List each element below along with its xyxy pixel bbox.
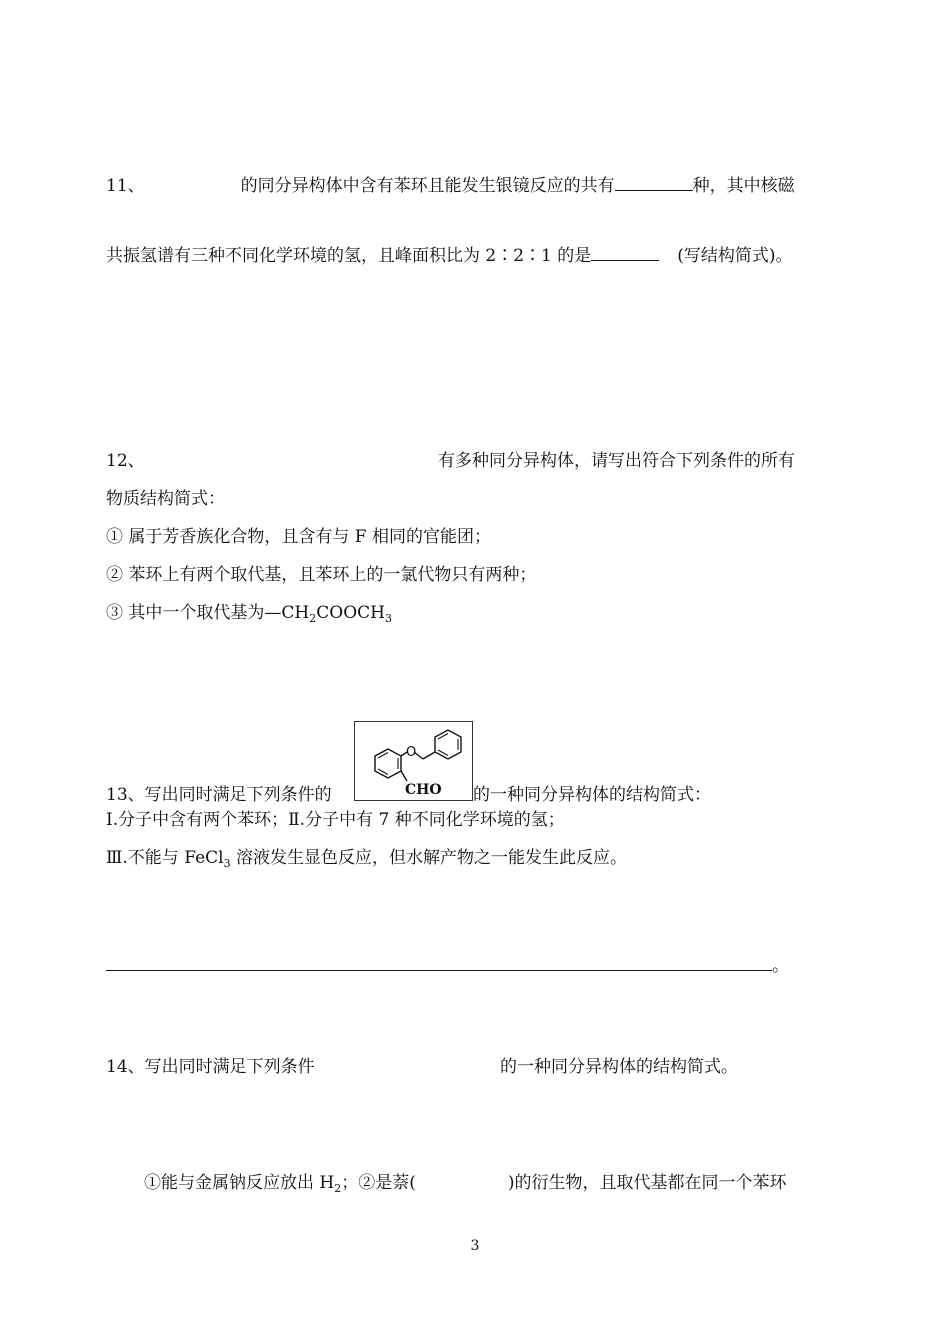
q11-text1: 的同分异构体中含有苯环且能发生银镜反应的共有 [240,176,615,196]
q14-cond-post: )的衍生物，且取代基都在同一个苯环 [507,1173,787,1193]
q13-condition-2 [106,848,627,868]
q13-answer-blank[interactable] [106,970,772,971]
benzyloxy-benzaldehyde-structure [355,722,472,800]
q13-prefix: 13、写出同时满足下列条件的 [106,785,332,805]
q13-suffix: 的一种同分异构体的结构简式： [473,785,711,805]
q14-cond-pre: ①能与金属钠反应放出 H [144,1173,335,1193]
q11-blank-count[interactable] [615,190,693,191]
q11-line1 [106,176,795,196]
q14-condition [144,1173,787,1193]
q14-suffix: 的一种同分异构体的结构简式。 [500,1057,738,1077]
page-number: 3 [470,1238,480,1254]
q11-line2-post: (写结构简式)。 [677,246,793,266]
q13-cond2-sub: 3 [223,857,231,870]
q13-answer-line [106,956,789,976]
q11-number: 11、 [106,176,145,196]
q11-line2-pre: 共振氢谱有三种不同化学环境的氢，且峰面积比为 2∶2∶1 的是 [106,246,592,266]
q13-condition-1: Ⅰ.分子中含有两个苯环；Ⅱ.分子中有 7 种不同化学环境的氢； [106,810,565,830]
q12-cond3-sub2: 3 [384,612,392,625]
q13-cond2-post: 溶液发生显色反应，但水解产物之一能发生此反应。 [230,848,627,868]
q12-cond3-pre: ③ 其中一个取代基为—CH [106,603,310,623]
q12-cond3-sub1: 2 [309,612,317,625]
q12-condition-3 [106,603,392,623]
q13-cond2-pre: Ⅲ.不能与 FeCl [106,848,224,868]
q11-text2: 种，其中核磁 [692,176,795,196]
q12-text1: 有多种同分异构体，请写出符合下列条件的所有 [438,451,795,471]
q12-condition-1: ① 属于芳香族化合物，且含有与 F 相同的官能团； [106,527,492,547]
q14-cond-sub: 2 [334,1182,342,1195]
q12-text2: 物质结构简式： [106,489,225,509]
q14-cond-mid: ；②是萘( [341,1173,416,1193]
q12-condition-2: ② 苯环上有两个取代基，且苯环上的一氯代物只有两种； [106,565,537,585]
q13-answer-end: 。 [772,956,789,976]
q12-number: 12、 [106,451,145,471]
struct-cho-label: CHO [405,782,442,798]
q12-cond3-mid: COOCH [316,603,385,623]
q11-blank-structure[interactable] [591,260,659,261]
q14-prefix: 14、写出同时满足下列条件 [106,1057,315,1077]
struct-o-label: O [406,745,417,760]
q13-structure-image [354,721,473,801]
q11-line2 [106,246,793,266]
